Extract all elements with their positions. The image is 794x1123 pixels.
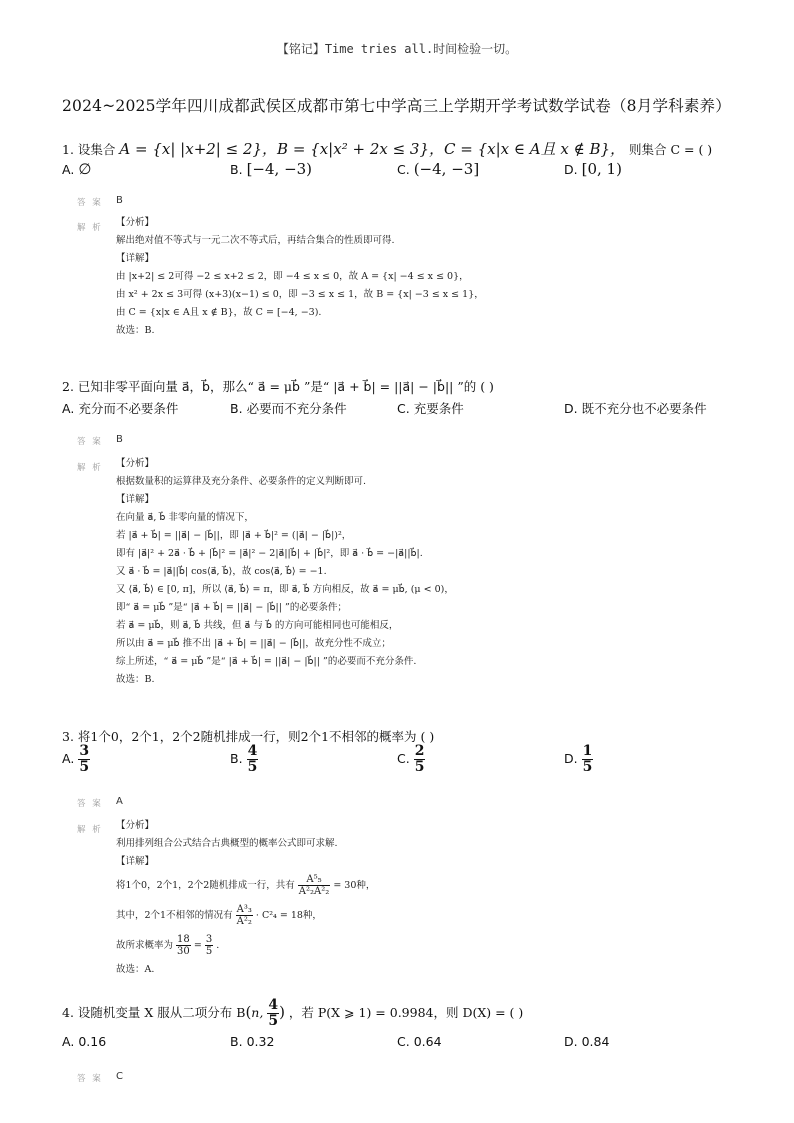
answer-value: B: [116, 195, 123, 206]
fraction: $\frac{3}{5}$: [79, 743, 90, 775]
stem-math: A = {x| |x+2| ≤ 2}，B = {x|x² + 2x ≤ 3}，C = {x|x ∈ A且 x ∉ B}，: [119, 140, 626, 158]
answer-tag: 答 案: [77, 198, 103, 208]
option-b[interactable]: B. 必要而不充分条件: [230, 401, 347, 416]
question-2-options: [62, 399, 762, 429]
answer-tag: 答 案: [77, 437, 103, 447]
fraction: $\frac{4}{5}$: [268, 997, 279, 1029]
solution-line: 即有 |a⃗|² + 2a⃗ · b⃗ + |b⃗|² = |a⃗|² − 2|a⃗||b⃗| + |b⃗|²，即 a⃗ · b⃗ = −|a⃗||b⃗|.: [116, 548, 423, 559]
option-a[interactable]: A. 充分而不必要条件: [62, 401, 179, 416]
solution-line: 由 |x+2| ≤ 2可得 −2 ≤ x+2 ≤ 2，即 −4 ≤ x ≤ 0，故 A = {x| −4 ≤ x ≤ 0}，: [116, 271, 469, 282]
question-4-options: [62, 1034, 762, 1064]
exam-title: 2024~2025学年四川成都武侯区成都市第七中学高三上学期开学考试数学试卷（8月学科素养）: [62, 97, 731, 115]
motto: 【铭记】Time tries all.时间检验一切。: [276, 42, 518, 56]
detail-heading: 【详解】: [116, 253, 155, 264]
option-c[interactable]: C. 0.64: [397, 1034, 442, 1049]
fraction: $\frac{1}{5}$: [582, 743, 593, 775]
question-3-stem: [62, 727, 702, 745]
solution-line: 故所求概率为 $\frac{18}{30}$ = $\frac{3}{5}$ .: [116, 934, 220, 957]
stem-text: 已知非零平面向量 a⃗，b⃗，那么“ a⃗ = μb⃗ ”是“ |a⃗ + b⃗| = ||a⃗| − |b⃗|| ”的 ( ): [77, 379, 494, 394]
option-b[interactable]: B. $\frac{4}{5}$: [230, 743, 258, 775]
option-c[interactable]: C. 充要条件: [397, 401, 464, 416]
fraction: $\frac{4}{5}$: [247, 743, 258, 775]
answer-tag: 答 案: [77, 799, 103, 809]
option-a[interactable]: A. $\frac{3}{5}$: [62, 743, 90, 775]
fraction: $\frac{2}{5}$: [414, 743, 425, 775]
solution-line: 综上所述，“ a⃗ = μb⃗ ”是“ |a⃗ + b⃗| = ||a⃗| − |b⃗|| ”的必要而不充分条件.: [116, 656, 417, 667]
answer-value: A: [116, 796, 123, 807]
solution-line: 将1个0，2个1，2个2随机排成一行，共有 $\frac{\text{A⁵₅}}{\text{A²₂A²₂}}$ = 30种，: [116, 874, 376, 897]
option-d[interactable]: D. 既不充分也不必要条件: [564, 401, 707, 416]
option-a[interactable]: A. ∅: [62, 160, 92, 178]
solution-line: 由 C = {x|x ∈ A且 x ∉ B}，故 C = [−4, −3).: [116, 307, 322, 318]
question-4-stem: 4. 设随机变量 X 服从二项分布 B(n, $\frac{4}{5}$ ) ，若 P(X ⩾ 1) = 0.9984，则 D(X) = ( ): [62, 997, 524, 1029]
solution-line: 即“ a⃗ = μb⃗ ”是“ |a⃗ + b⃗| = ||a⃗| − |b⃗|| ”的必要条件；: [116, 602, 347, 613]
option-b[interactable]: B. 0.32: [230, 1034, 275, 1049]
question-3-solution: [116, 817, 736, 979]
solution-line: 其中，2个1不相邻的情况有 $\frac{\text{A³₃}}{\text{A²₂}}$ · C²₄ = 18种，: [116, 904, 322, 927]
question-number: 4.: [62, 1005, 74, 1020]
analysis-tag: 解 析: [77, 463, 103, 473]
question-2-stem: [62, 377, 702, 395]
detail-heading: 【详解】: [116, 494, 155, 505]
fraction: $\frac{\text{A³₃}}{\text{A²₂}}$: [236, 904, 252, 927]
solution-line: 又 ⟨a⃗, b⃗⟩ ∈ [0, π]，所以 ⟨a⃗, b⃗⟩ = π，即 a⃗, b⃗ 方向相反，故 a⃗ = μb⃗, (μ < 0)，: [116, 584, 454, 595]
stem-text: 设集合: [77, 142, 116, 157]
fraction: $\frac{3}{5}$: [205, 934, 213, 957]
question-number: 2.: [62, 379, 74, 394]
answer-tag: 答 案: [77, 1074, 103, 1084]
analysis-heading: 【分析】: [116, 458, 155, 469]
fraction: $\frac{18}{30}$: [177, 934, 190, 957]
question-1-stem: [62, 138, 713, 159]
question-2-solution: [116, 455, 736, 689]
solution-line: 又 a⃗ · b⃗ = |a⃗||b⃗| cos⟨a⃗, b⃗⟩，故 cos⟨a⃗, b⃗⟩ = −1.: [116, 566, 327, 577]
question-number: 1.: [62, 142, 74, 157]
solution-line: 在向量 a⃗, b⃗ 非零向量的情况下，: [116, 512, 254, 523]
analysis-tag: 解 析: [77, 825, 103, 835]
detail-heading: 【详解】: [116, 856, 155, 867]
solution-line: 所以由 a⃗ = μb⃗ 推不出 |a⃗ + b⃗| = ||a⃗| − |b⃗||，故充分性不成立；: [116, 638, 391, 649]
solution-line: 若 a⃗ = μb⃗，则 a⃗, b⃗ 共线，但 a⃗ 与 b⃗ 的方向可能相同也可能相反，: [116, 620, 399, 631]
solution-line: 故选：B.: [116, 674, 155, 685]
option-d[interactable]: D. $\frac{1}{5}$: [564, 743, 593, 775]
option-d[interactable]: D. 0.84: [564, 1034, 610, 1049]
solution-line: 若 |a⃗ + b⃗| = ||a⃗| − |b⃗||，即 |a⃗ + b⃗|² = (|a⃗| − |b⃗|)²，: [116, 530, 352, 541]
option-c[interactable]: C. $\frac{2}{5}$: [397, 743, 425, 775]
solution-line: 故选：A.: [116, 964, 155, 975]
analysis-heading: 【分析】: [116, 820, 155, 831]
solution-line: 解出绝对值不等式与一元二次不等式后，再结合集合的性质即可得.: [116, 235, 395, 246]
analysis-heading: 【分析】: [116, 217, 155, 228]
solution-line: 利用排列组合公式结合古典概型的概率公式即可求解.: [116, 838, 338, 849]
solution-line: 由 x² + 2x ≤ 3可得 (x+3)(x−1) ≤ 0，即 −3 ≤ x ≤ 1，故 B = {x| −3 ≤ x ≤ 1}，: [116, 289, 484, 300]
solution-line: 故选：B.: [116, 325, 155, 336]
option-b[interactable]: B. [−4, −3): [230, 160, 313, 178]
option-a[interactable]: A. 0.16: [62, 1034, 107, 1049]
fraction: $\frac{\text{A⁵₅}}{\text{A²₂A²₂}}$: [298, 874, 330, 897]
stem-text: 设随机变量 X 服从二项分布 B: [77, 1005, 246, 1020]
solution-line: 根据数量积的运算律及充分条件、必要条件的定义判断即可.: [116, 476, 367, 487]
question-3-options: [62, 744, 762, 784]
question-1-solution: [116, 214, 736, 340]
stem-text: ，若 P(X ⩾ 1) = 0.9984，则 D(X) = ( ): [288, 1005, 524, 1020]
option-c[interactable]: C. (−4, −3]: [397, 160, 480, 178]
question-number: 3.: [62, 729, 74, 744]
stem-text: 将1个0，2个1，2个2随机排成一行，则2个1不相邻的概率为 ( ): [77, 729, 435, 744]
question-1-options: [62, 160, 762, 190]
answer-value: B: [116, 434, 123, 445]
analysis-tag: 解 析: [77, 223, 103, 233]
stem-text: 则集合 C = ( ): [629, 142, 713, 157]
answer-value: C: [116, 1071, 123, 1082]
option-d[interactable]: D. [0, 1): [564, 160, 622, 178]
